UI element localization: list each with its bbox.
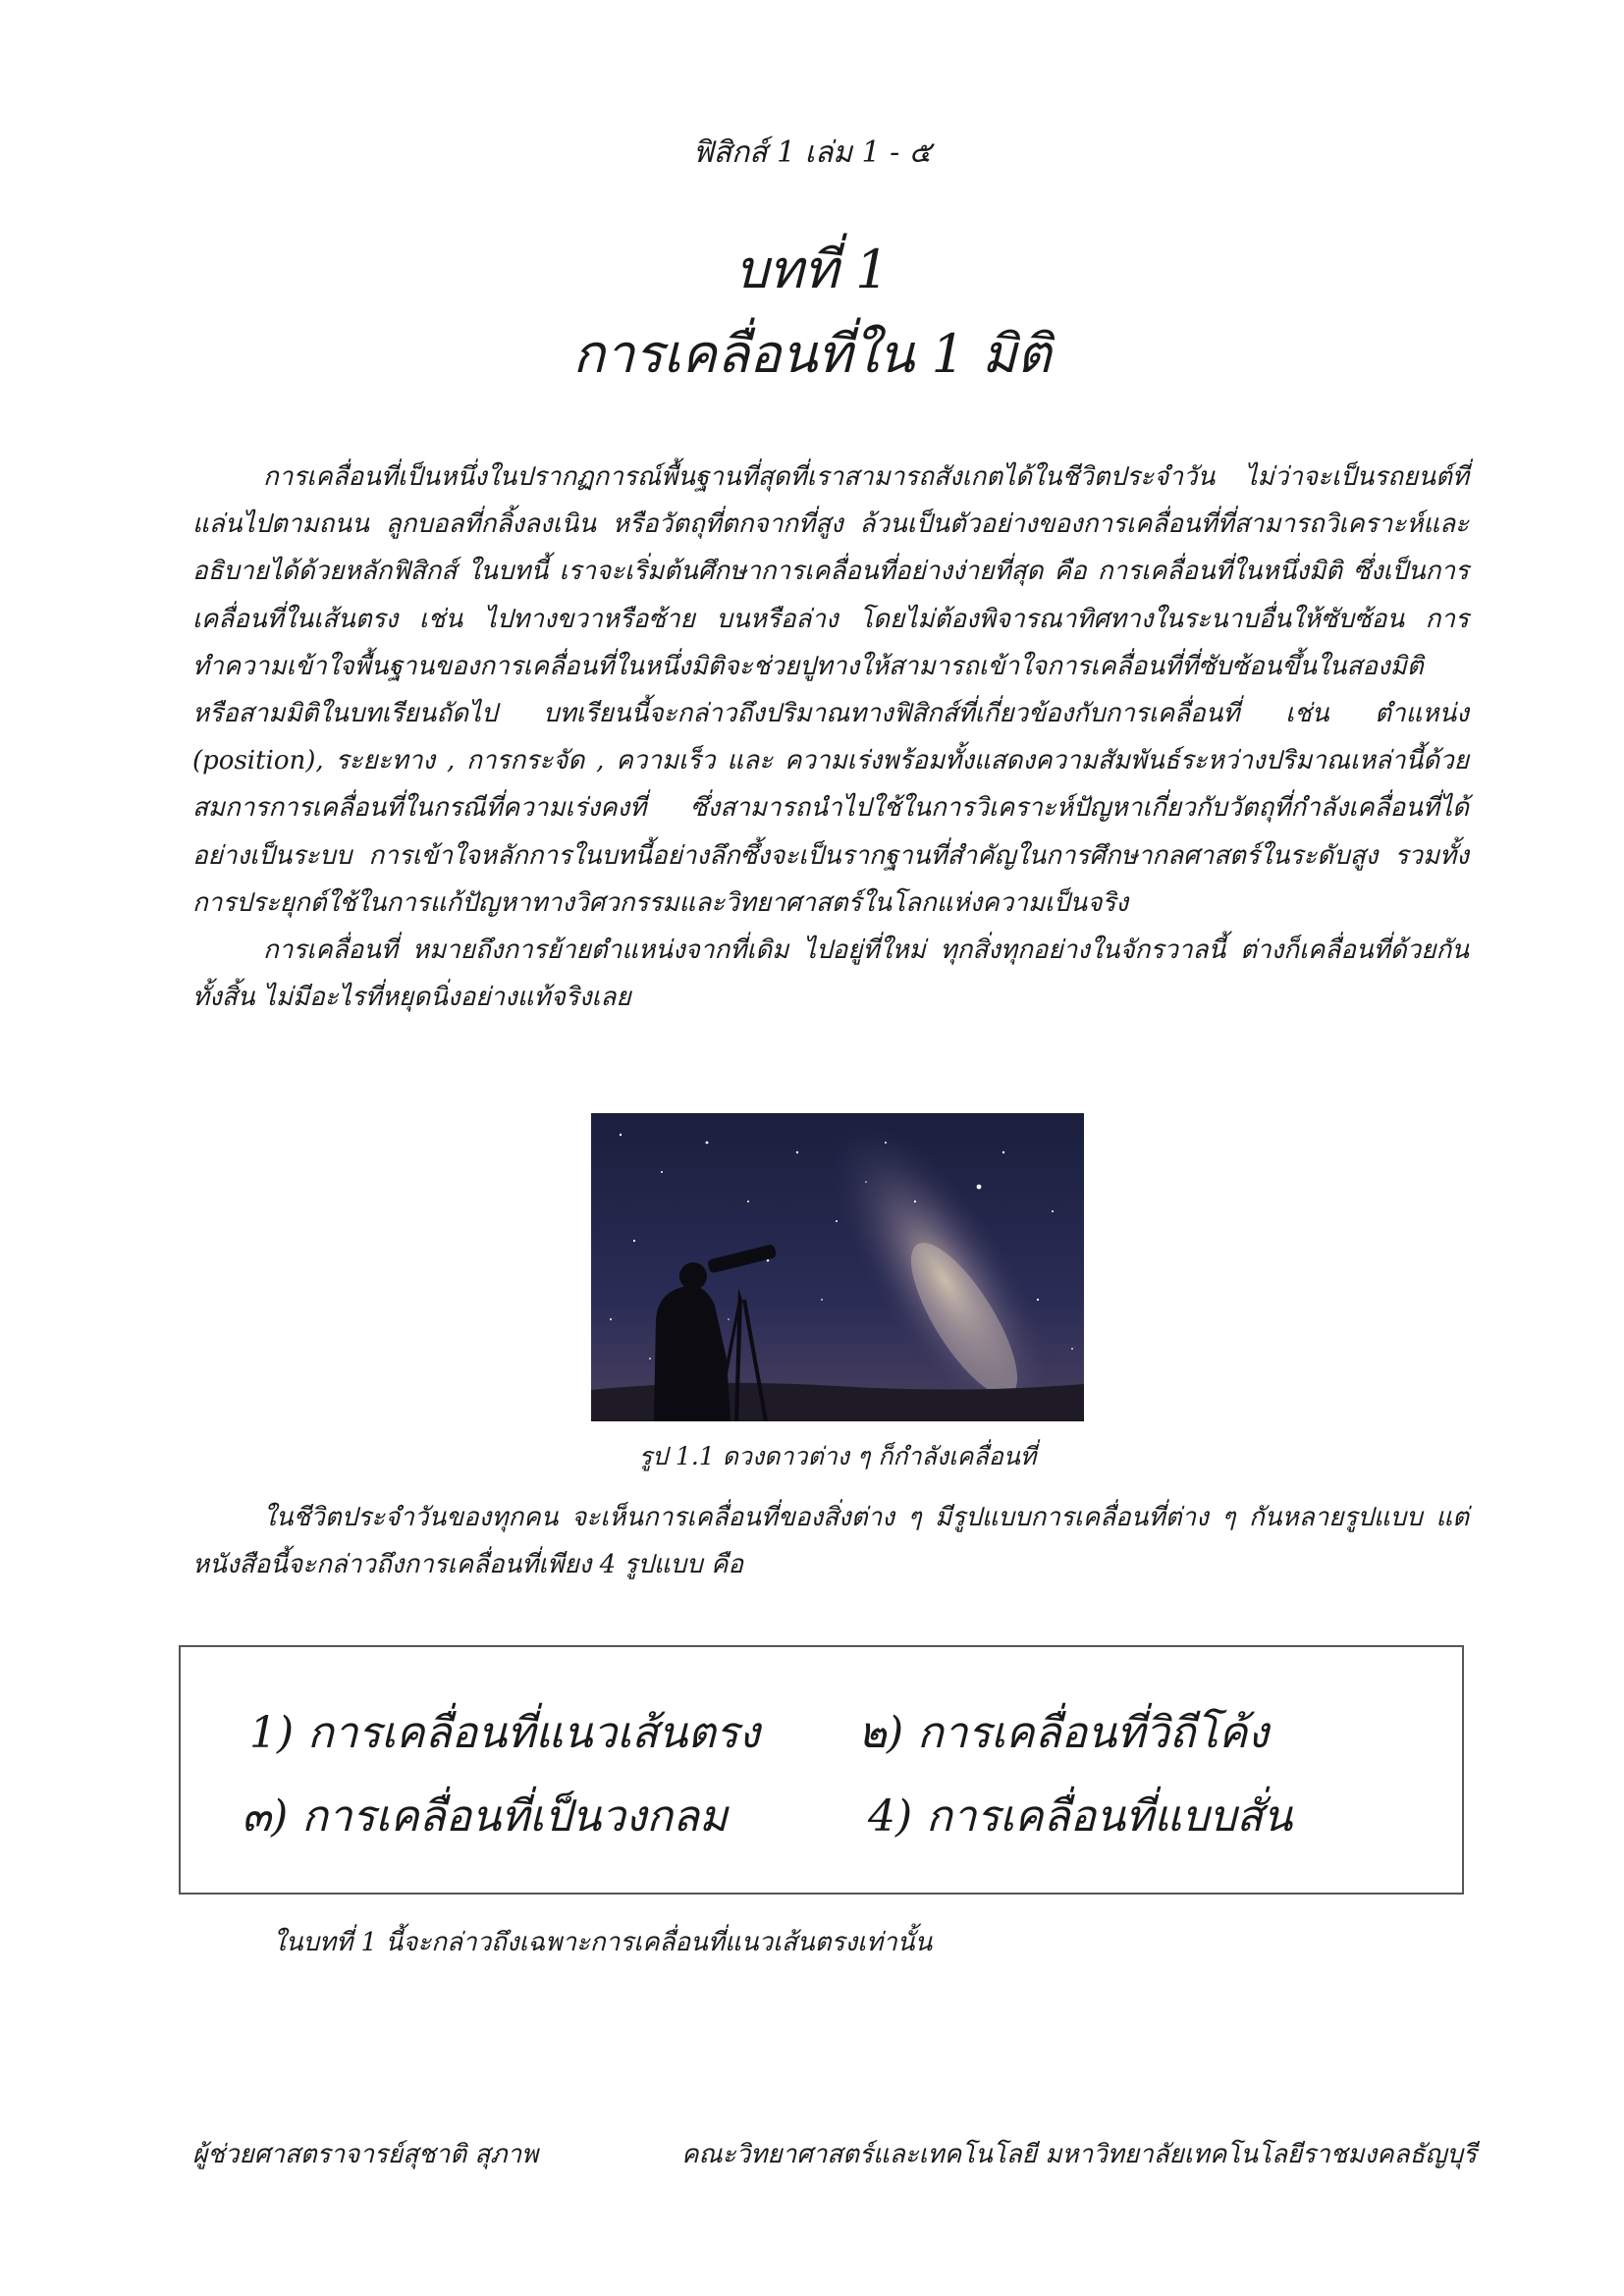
motion-type-item: ๒) การเคลื่อนที่วิถีโค้ง [858, 1708, 1269, 1758]
intro-paragraph-2: การเคลื่อนที่ หมายถึงการย้ายตำแหน่งจากที่เดิม ไปอยู่ที่ใหม่ ทุกสิ่งทุกอย่างในจักรวาลนี้ ต่างก็เคลื่อนที่ด้วยกันทั้งสิ้น ไม่มีอะไรที่หยุดนิ่งอย่างแท้จริงเลย [192, 935, 1469, 1013]
chapter-heading [0, 228, 1624, 397]
motion-types-box [179, 1645, 1464, 1895]
footer-author: ผู้ช่วยศาสตราจารย์สุชาติ สุภาพ [192, 2140, 539, 2169]
footer-affiliation: คณะวิทยาศาสตร์และเทคโนโลยี มหาวิทยาลัยเทคโนโลยีราชมงคลธัญบุรี [681, 2140, 1477, 2169]
intro-paragraph-1: การเคลื่อนที่เป็นหนึ่งในปรากฏการณ์พื้นฐานที่สุดที่เราสามารถสังเกตได้ในชีวิตประจำวัน ไม่ว่าจะเป็นรถยนต์ที่แล่นไปตามถนน ลูกบอลที่กลิ้งลงเนิน หรือวัตถุที่ตกจากที่สูง ล้วนเป็นตัวอย่างของการเคลื่อนที่ที่สามารถวิเคราะห์และอธิบายได้ด้วยหลักฟิสิกส์ ในบทนี้ เราจะเริ่มต้นศึกษาการเคลื่อนที่อย่างง่ายที่สุด คือ การเคลื่อนที่ในหนึ่งมิติ ซึ่งเป็นการเคลื่อนที่ในเส้นตรง เช่น ไปทางขวาหรือซ้าย บนหรือล่าง โดยไม่ต้องพิจารณาทิศทางในระนาบอื่นให้ซับซ้อน การทำความเข้าใจพื้นฐานของการเคลื่อนที่ในหนึ่งมิติจะช่วยปูทางให้สามารถเข้าใจการเคลื่อนที่ที่ซับซ้อนขึ้นในสองมิติหรือสามมิติในบทเรียนถัดไป บทเรียนนี้จะกล่าวถึงปริมาณทางฟิสิกส์ที่เกี่ยวข้องกับการเคลื่อนที่ เช่น ตำแหน่ง (position), ระยะทาง , การกระจัด , ความเร็ว และ ความเร่งพร้อมทั้งแสดงความสัมพันธ์ระหว่างปริมาณเหล่านี้ด้วยสมการการเคลื่อนที่ในกรณีที่ความเร่งคงที่ ซึ่งสามารถนำไปใช้ในการวิเคราะห์ปัญหาเกี่ยวกับวัตถุที่กำลังเคลื่อนที่ได้อย่างเป็นระบบ การเข้าใจหลักการในบทนี้อย่างลึกซึ้งจะเป็นรากฐานที่สำคัญในการศึกษากลศาสตร์ในระดับสูง รวมทั้งการประยุกต์ใช้ในการแก้ปัญหาทางวิศวกรรมและวิทยาศาสตร์ในโลกแห่งความเป็นจริง [192, 462, 1469, 918]
chapter-number: บทที่ 1 [734, 239, 890, 300]
types-intro-section [192, 1494, 1469, 1588]
motion-type-item: 1) การเคลื่อนที่แนวเส้นตรง [249, 1708, 760, 1758]
motion-type-item: ๓) การเคลื่อนที่เป็นวงกลม [242, 1791, 728, 1842]
running-header: ฟิสิกส์ 1 เล่ม 1 - ๕ [692, 135, 932, 170]
chapter-title: การเคลื่อนที่ใน 1 มิติ [572, 323, 1052, 385]
milky-way-photo [591, 1113, 1084, 1421]
intro-section [192, 454, 1469, 1021]
closing-note: ในบทที่ 1 นี้จะกล่าวถึงเฉพาะการเคลื่อนที่แนวเส้นตรงเท่านั้น [273, 1928, 933, 1957]
figure-caption: รูป 1.1 ดวงดาวต่าง ๆ ก็กำลังเคลื่อนที่ [638, 1442, 1037, 1470]
types-intro-paragraph: ในชีวิตประจำวันของทุกคน จะเห็นการเคลื่อนที่ของสิ่งต่าง ๆ มีรูปแบบการเคลื่อนที่ต่าง ๆ กันหลายรูปแบบ แต่หนังสือนี้จะกล่าวถึงการเคลื่อนที่เพียง 4 รูปแบบ คือ [192, 1503, 1469, 1580]
motion-type-item: 4) การเคลื่อนที่แบบสั่น [868, 1791, 1293, 1842]
